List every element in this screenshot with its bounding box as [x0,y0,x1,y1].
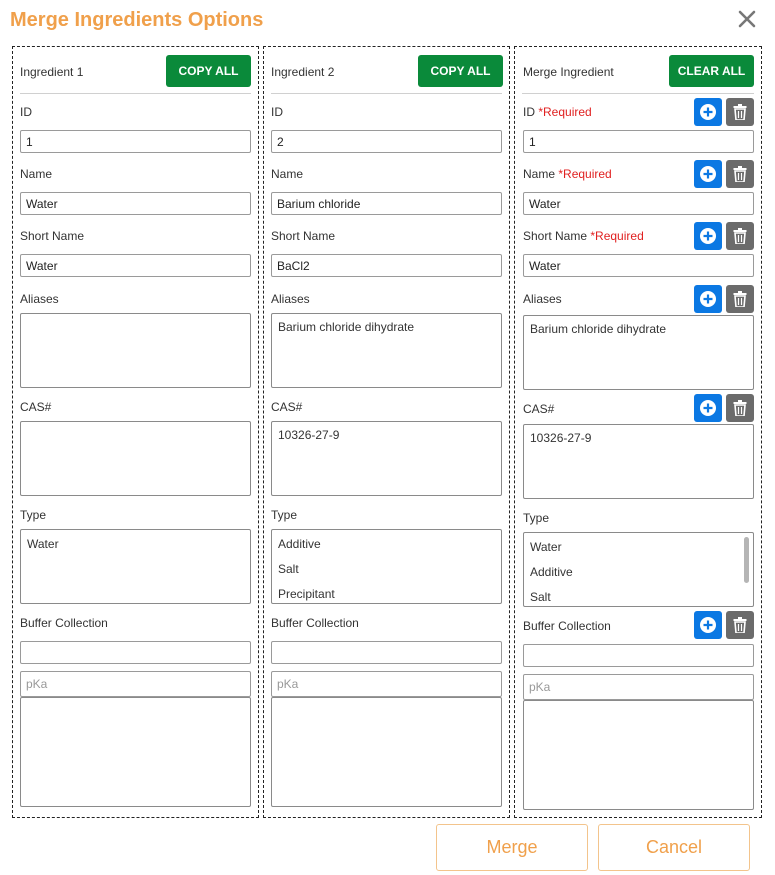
trash-icon [733,617,747,633]
name-label: Name [20,167,53,181]
trash-icon [733,291,747,307]
pka-field[interactable] [20,671,251,697]
type-option[interactable]: Salt [278,562,299,576]
add-short-name-button[interactable] [694,222,722,250]
id-label-text: ID [523,105,535,119]
aliases-field[interactable] [271,313,502,388]
required-marker: *Required [590,229,644,243]
id-label: ID [20,105,32,119]
plus-circle-icon [699,399,717,417]
type-listbox[interactable] [523,532,754,607]
name-label [523,167,612,181]
name-field[interactable] [20,192,251,215]
aliases-label: Aliases [523,292,562,306]
cas-label: CAS# [523,402,555,416]
buffer-collection-field[interactable] [20,641,251,664]
delete-name-button[interactable] [726,160,754,188]
type-listbox[interactable] [20,529,251,604]
delete-short-name-button[interactable] [726,222,754,250]
aliases-field[interactable] [20,313,251,388]
buffer-collection-label: Buffer Collection [20,616,108,630]
aliases-label: Aliases [271,292,310,306]
type-option[interactable]: Salt [530,590,551,604]
id-label: ID [271,105,283,119]
buffer-notes-field[interactable] [271,697,502,807]
short-name-label-text: Short Name [523,229,588,243]
copy-all-button[interactable]: COPY ALL [166,55,251,87]
short-name-label [523,229,644,243]
add-cas-button[interactable] [694,394,722,422]
header-divider [20,93,251,94]
short-name-label: Short Name [271,229,336,243]
trash-icon [733,228,747,244]
pka-field[interactable] [523,674,754,700]
plus-circle-icon [699,165,717,183]
buffer-collection-field[interactable] [271,641,502,664]
delete-id-button[interactable] [726,98,754,126]
add-aliases-button[interactable] [694,285,722,313]
aliases-label: Aliases [20,292,59,306]
cas-field[interactable] [20,421,251,496]
type-label: Type [523,511,550,525]
short-name-label: Short Name [20,229,85,243]
id-label [523,105,592,119]
trash-icon [733,166,747,182]
name-field[interactable] [523,192,754,215]
plus-circle-icon [699,227,717,245]
buffer-collection-field[interactable] [523,644,754,667]
required-marker: *Required [558,167,612,181]
buffer-collection-label: Buffer Collection [271,616,359,630]
pka-field[interactable] [271,671,502,697]
listbox-scrollbar[interactable] [744,537,749,583]
type-option[interactable]: Additive [530,565,573,579]
name-field[interactable] [271,192,502,215]
plus-circle-icon [699,616,717,634]
delete-aliases-button[interactable] [726,285,754,313]
add-id-button[interactable] [694,98,722,126]
header-divider [271,93,502,94]
type-label: Type [271,508,298,522]
type-option[interactable]: Water [27,537,59,551]
dialog-title: Merge Ingredients Options [10,9,264,31]
aliases-field[interactable] [523,315,754,390]
id-field[interactable] [523,130,754,153]
delete-cas-button[interactable] [726,394,754,422]
short-name-field[interactable] [20,254,251,277]
plus-circle-icon [699,103,717,121]
cas-field[interactable] [271,421,502,496]
buffer-notes-field[interactable] [20,697,251,807]
type-label: Type [20,508,47,522]
clear-all-button[interactable]: CLEAR ALL [669,55,754,87]
plus-circle-icon [699,290,717,308]
ingredient-1-column [12,46,259,818]
cancel-button[interactable]: Cancel [598,824,750,871]
add-buffer-button[interactable] [694,611,722,639]
merge-ingredient-column [514,46,762,818]
name-label-text: Name [523,167,556,181]
merge-button[interactable]: Merge [436,824,588,871]
cas-label: CAS# [20,400,52,414]
column-header: Merge Ingredient [523,65,614,79]
delete-buffer-button[interactable] [726,611,754,639]
ingredient-2-column [263,46,510,818]
column-header: Ingredient 2 [271,65,335,79]
id-field[interactable] [271,130,502,153]
type-option[interactable]: Precipitant [278,587,335,601]
header-divider [522,93,754,94]
id-field[interactable] [20,130,251,153]
type-option[interactable]: Additive [278,537,321,551]
buffer-collection-label: Buffer Collection [523,619,611,633]
short-name-field[interactable] [523,254,754,277]
trash-icon [733,104,747,120]
buffer-notes-field[interactable] [523,700,754,810]
close-icon[interactable] [737,9,757,29]
required-marker: *Required [538,105,592,119]
copy-all-button[interactable]: COPY ALL [418,55,503,87]
add-name-button[interactable] [694,160,722,188]
type-option[interactable]: Water [530,540,562,554]
type-listbox[interactable] [271,529,502,604]
cas-label: CAS# [271,400,303,414]
column-header: Ingredient 1 [20,65,84,79]
name-label: Name [271,167,304,181]
trash-icon [733,400,747,416]
cas-field[interactable] [523,424,754,499]
short-name-field[interactable] [271,254,502,277]
